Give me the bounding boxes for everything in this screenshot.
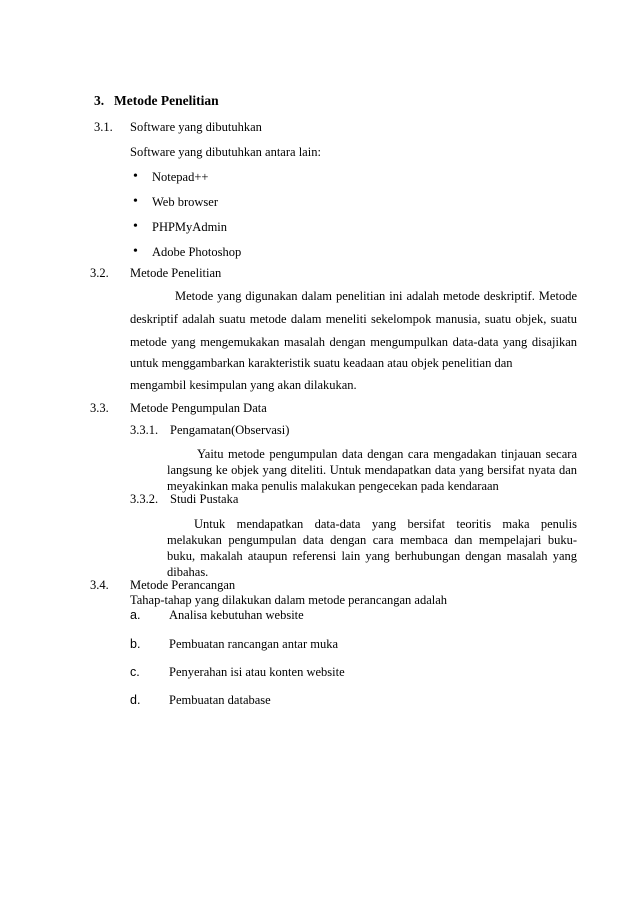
- list-item-letter: d.: [130, 693, 141, 707]
- heading-title: Metode Penelitian: [114, 93, 219, 108]
- paragraph-line: mengambil kesimpulan yang akan dilakukan.: [130, 378, 357, 392]
- subsection-3-3-2-text: Untuk mendapatkan data-data yang bersifat teoritis maka penulis melakukan pengumpulan data dengan cara membaca dan mempelajari buku-buku, makalah ataupun referensi lain yang berhubungan dengan masalah yang dibahas.: [167, 517, 577, 579]
- subsection-3-3-1-title: Pengamatan(Observasi): [170, 423, 290, 437]
- subsection-3-3-1-number: 3.3.1.: [130, 423, 159, 437]
- subsection-3-3-2-number: 3.3.2.: [130, 492, 159, 506]
- paragraph-line: Metode yang digunakan dalam penelitian ini adalah metode deskriptif. Metode: [175, 289, 577, 303]
- section-3-2-title: Metode Penelitian: [130, 266, 222, 280]
- list-item: Pembuatan database: [169, 693, 271, 707]
- section-3-4-intro: Tahap-tahap yang dilakukan dalam metode perancangan adalah: [130, 593, 448, 607]
- list-item: PHPMyAdmin: [152, 220, 228, 234]
- section-3-4-number: 3.4.: [90, 578, 109, 592]
- paragraph-line: metode yang mengemukakan masalah dengan mengumpulkan data-data yang disajikan: [130, 335, 577, 349]
- list-item-letter: a.: [130, 608, 141, 622]
- list-item: Notepad++: [152, 170, 209, 184]
- subsection-3-3-2-title: Studi Pustaka: [170, 492, 239, 506]
- list-item: Adobe Photoshop: [152, 245, 242, 259]
- section-3-2-number: 3.2.: [90, 266, 109, 280]
- list-item: Penyerahan isi atau konten website: [169, 665, 345, 679]
- subsection-3-3-1-text: Yaitu metode pengumpulan data dengan cara mengadakan tinjauan secara langsung ke objek yang diteliti. Untuk mendapatkan data yang bersifat nyata dan meyakinkan maka penulis malakukan pengecekan pada kendaraan: [167, 447, 577, 493]
- bullet-icon: •: [133, 244, 138, 259]
- bullet-icon: •: [133, 194, 138, 209]
- paragraph-line: deskriptif adalah suatu metode dalam meneliti sekelompok manusia, suatu objek, suatu: [130, 312, 577, 326]
- paragraph-line: untuk menggambarkan karakteristik suatu keadaan atau objek penelitian dan: [130, 356, 513, 370]
- list-item: Analisa kebutuhan website: [169, 608, 304, 622]
- list-item-letter: b.: [130, 637, 141, 651]
- bullet-icon: •: [133, 219, 138, 234]
- section-3-1-intro: Software yang dibutuhkan antara lain:: [130, 145, 321, 159]
- section-3-1-title: Software yang dibutuhkan: [130, 120, 262, 134]
- heading-number: 3.: [94, 93, 105, 108]
- section-3-3-title: Metode Pengumpulan Data: [130, 401, 267, 415]
- list-item: Pembuatan rancangan antar muka: [169, 637, 339, 651]
- list-item: Web browser: [152, 195, 218, 209]
- bullet-icon: •: [133, 169, 138, 184]
- section-3-1-number: 3.1.: [94, 120, 113, 134]
- section-3-3-number: 3.3.: [90, 401, 109, 415]
- section-3-4-title: Metode Perancangan: [130, 578, 236, 592]
- list-item-letter: c.: [130, 665, 140, 679]
